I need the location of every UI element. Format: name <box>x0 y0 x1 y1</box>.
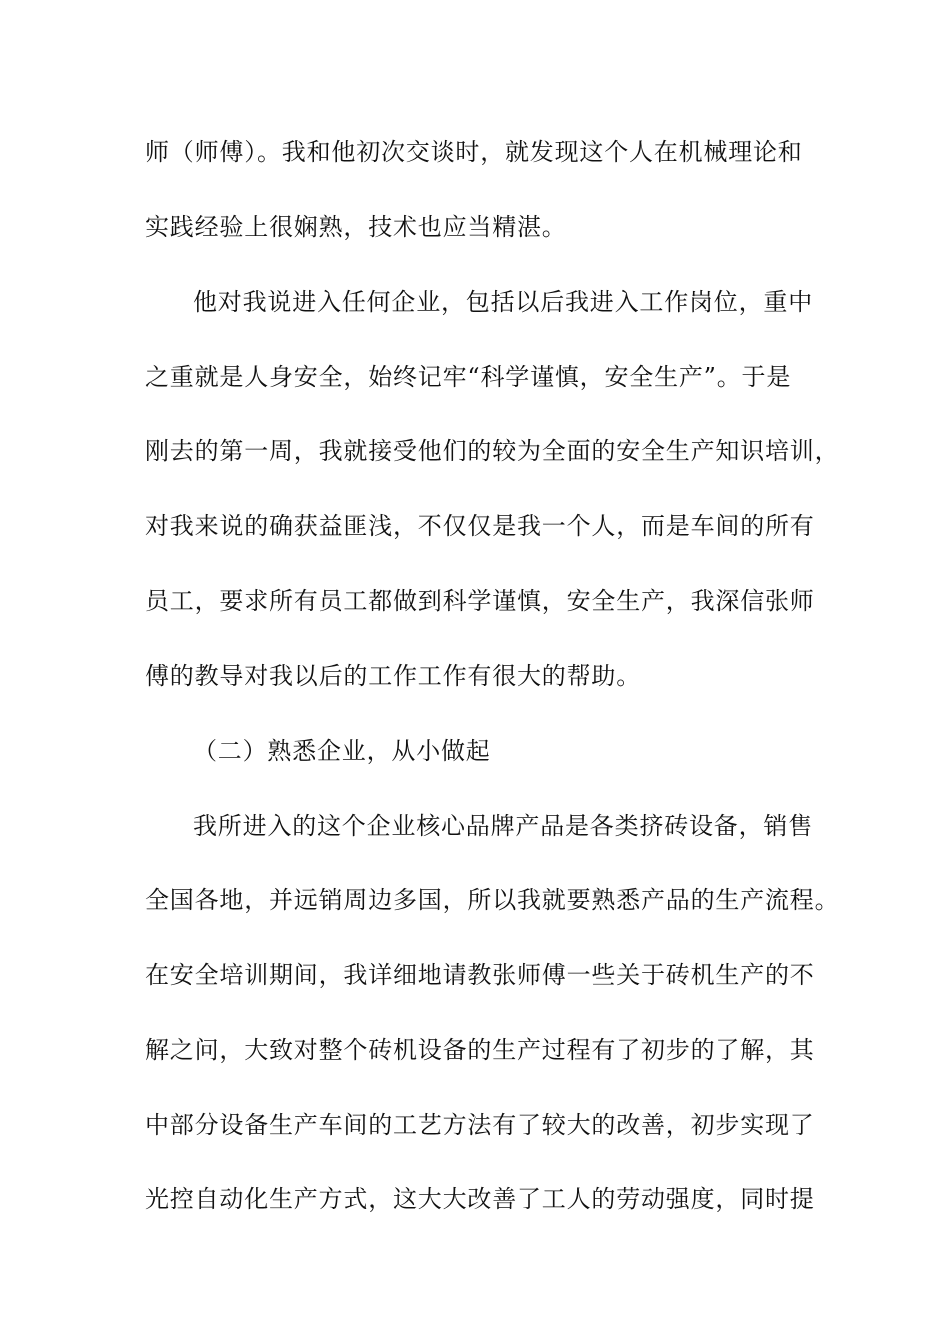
text-line-3: 他对我说进入任何企业，包括以后我进入工作岗位，重中 <box>193 288 813 316</box>
section-heading: （二）熟悉企业，从小做起 <box>193 737 491 765</box>
text-line-5: 刚去的第一周，我就接受他们的较为全面的安全生产知识培训， <box>145 437 840 465</box>
text-line-13: 解之问，大致对整个砖机设备的生产过程有了初步的了解，其 <box>145 1036 815 1064</box>
text-line-6: 对我来说的确获益匪浅，不仅仅是我一个人，而是车间的所有 <box>145 512 815 540</box>
text-line-2: 实践经验上很娴熟，技术也应当精湛。 <box>145 213 567 241</box>
text-line-4: 之重就是人身安全，始终记牢“科学谨慎，安全生产”。于是 <box>145 363 792 391</box>
text-line-15: 光控自动化生产方式，这大大改善了工人的劳动强度，同时提 <box>145 1185 815 1213</box>
text-line-11: 全国各地，并远销周边多国，所以我就要熟悉产品的生产流程。 <box>145 886 840 914</box>
text-line-12: 在安全培训期间，我详细地请教张师傅一些关于砖机生产的不 <box>145 961 815 989</box>
text-line-14: 中部分设备生产车间的工艺方法有了较大的改善，初步实现了 <box>145 1111 815 1139</box>
text-line-7: 员工，要求所有员工都做到科学谨慎，安全生产，我深信张师 <box>145 587 815 615</box>
text-line-8: 傅的教导对我以后的工作工作有很大的帮助。 <box>145 662 641 690</box>
text-line-10: 我所进入的这个企业核心品牌产品是各类挤砖设备，销售 <box>193 812 813 840</box>
text-line-1: 师（师傅）。我和他初次交谈时，就发现这个人在机械理论和 <box>145 138 803 166</box>
